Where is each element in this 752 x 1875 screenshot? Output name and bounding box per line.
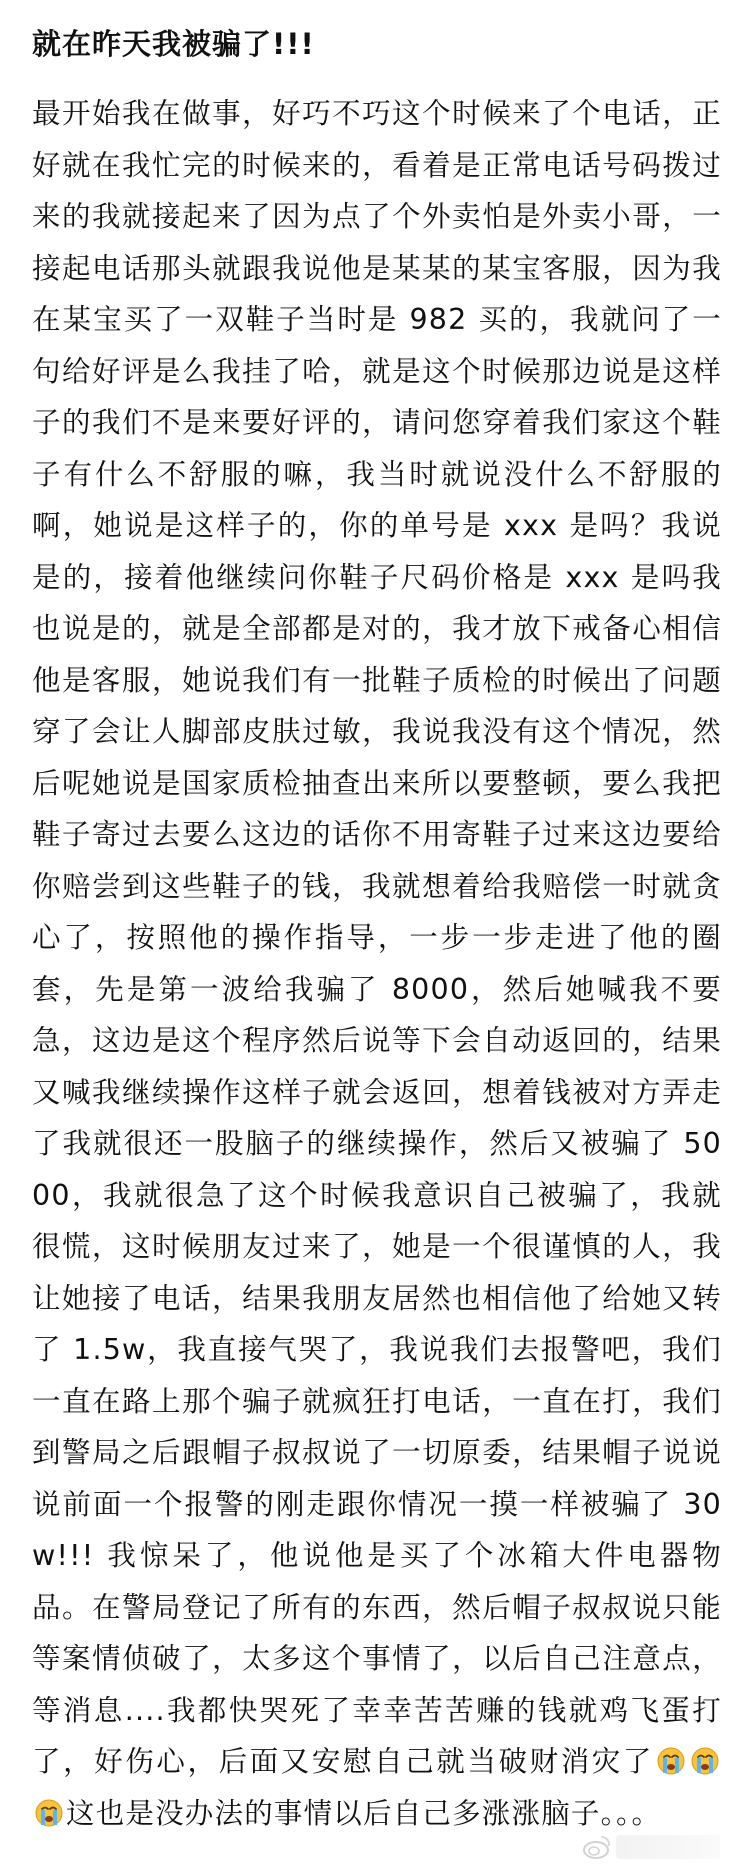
post-title: 就在昨天我被骗了!!! [32,27,315,61]
post-body-text: 最开始我在做事，好巧不巧这个时候来了个电话，正好就在我忙完的时候来的，看着是正常电话号码拨过来的我就接起来了因为点了个外卖怕是外卖小哥，一接起电话那头就跟我说他是某某的某宝客服，因为我在某宝买了一双鞋子当时是 982 买的，我就问了一句给好评是么我挂了哈，就是这个时候那边说是这样子的我们不是来要好评的，请问您穿着我们家这个鞋子有什么不舒服的嘛，我当时就说没什么不舒服的啊，她说是这样子的，你的单号是 xxx 是吗？我说是的，接着他继续问你鞋子尺码价格是 xxx 是吗我也说是的，就是全部都是对的，我才放下戒备心相信他是客服，她说我们有一批鞋子质检的时候出了问题穿了会让人脚部皮肤过敏，我说我没有这个情况，然后呢她说是国家质检抽查出来所以要整顿，要么我把鞋子寄过去要么这边的话你不用寄鞋子过来这边要给你赔尝到这些鞋子的钱，我就想着给我赔偿一时就贪心了，按照他的操作指导，一步一步走进了他的圈套，先是第一波给我骗了 8000，然后她喊我不要急，这边是这个程序然后说等下会自动返回的，结果又喊我继续操作这样子就会返回，想着钱被对方弄走了我就很还一股脑子的继续操作，然后又被骗了 5000，我就很急了这个时候我意识自己被骗了，我就很慌，这时候朋友过来了，她是一个很谨慎的人，我让她接了电话，结果我朋友居然也相信他了给她又转了 1.5w，我直接气哭了，我说我们去报警吧，我们一直在路上那个骗子就疯狂打电话，一直在打，我们到警局之后跟帽子叔叔说了一切原委，结果帽子说说说前面一个报警的刚走跟你情况一摸一样被骗了 30w!!! 我惊呆了，他说他是买了个冰箱大件电器物品。在警局登记了所有的东西，然后帽子叔叔说只能等案情侦破了，太多这个事情了，以后自己注意点，等消息....我都快哭死了幸幸苦苦赚的钱就鸡飞蛋打了，好伤心，后面又安慰自己就当破财消灾了 [32,97,722,1778]
crying-emoji-icon [690,1746,720,1776]
weibo-logo-icon [582,1833,612,1861]
post-body-tail-text: 这也是没办法的事情以后自己多涨涨脑子。。。 [66,1796,662,1830]
post-body [32,88,722,1839]
weibo-watermark-mark [616,1835,720,1859]
crying-emoji-icon [34,1798,64,1828]
weibo-watermark [578,1833,720,1861]
crying-emoji-icon [656,1746,686,1776]
